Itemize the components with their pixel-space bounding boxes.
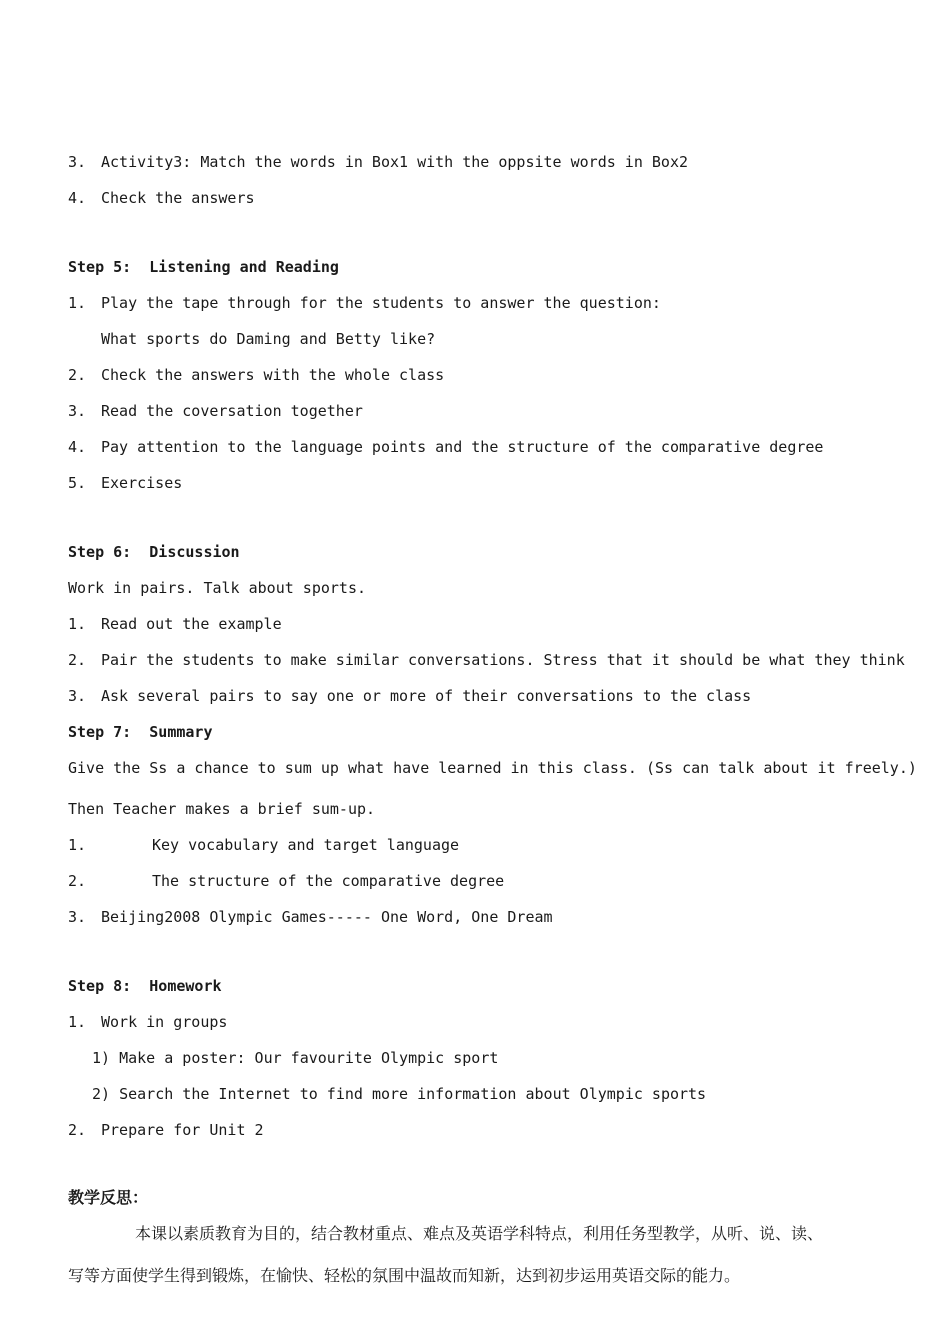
reflection-line-1: 本课以素质教育为目的，结合教材重点、难点及英语学科特点，利用任务型教学，从听、说、读、 (135, 1224, 824, 1243)
reflection-title: 教学反思： (68, 1188, 149, 1207)
step8-heading: Step 8: Homework (68, 977, 222, 995)
item-text: Check the answers (101, 189, 255, 207)
item-text: Ask several pairs to say one or more of their conversations to the class (101, 687, 752, 705)
item-number: 1. (68, 836, 87, 854)
item-text: Pair the students to make similar conversations. Stress that it should be what they think (101, 651, 905, 669)
step5-item-1 (68, 293, 661, 313)
item-text: The structure of the comparative degree (152, 872, 505, 890)
item-number: 2. (68, 651, 87, 669)
step8-sub-2: 2) Search the Internet to find more information about Olympic sports (92, 1085, 707, 1103)
step6-item-1 (68, 614, 282, 634)
item-text: Activity3: Match the words in Box1 with the oppsite words in Box2 (101, 153, 688, 171)
step5-item-4 (68, 437, 823, 457)
item-number: 1. (68, 294, 87, 312)
item-text: Prepare for Unit 2 (101, 1121, 264, 1139)
item-text: Read out the example (101, 615, 282, 633)
step5-item-2 (68, 365, 444, 385)
step7-line-1: Give the Ss a chance to sum up what have learned in this class. (Ss can talk about it freely.) (68, 759, 917, 777)
item-number: 3. (68, 153, 87, 171)
step7-item-1 (68, 835, 459, 855)
item-number: 5. (68, 474, 87, 492)
step6-intro: Work in pairs. Talk about sports. (68, 579, 367, 597)
item-text: Pay attention to the language points and the structure of the comparative degree (101, 438, 824, 456)
step6-heading: Step 6: Discussion (68, 543, 240, 561)
item-number: 2. (68, 366, 87, 384)
step5-question: What sports do Daming and Betty like? (101, 330, 436, 348)
item-number: 3. (68, 908, 87, 926)
item-text: Exercises (101, 474, 183, 492)
activity-item-4 (68, 188, 255, 208)
item-text: Work in groups (101, 1013, 228, 1031)
item-number: 2. (68, 1121, 87, 1139)
item-number: 4. (68, 438, 87, 456)
item-number: 3. (68, 402, 87, 420)
item-text: Check the answers with the whole class (101, 366, 445, 384)
step7-item-2 (68, 871, 504, 891)
item-number: 1. (68, 615, 87, 633)
step5-item-5 (68, 473, 182, 493)
item-text: Beijing2008 Olympic Games----- One Word, One Dream (101, 908, 553, 926)
step5-item-3 (68, 401, 363, 421)
step6-item-3 (68, 686, 751, 706)
step6-item-2 (68, 650, 905, 670)
step7-heading: Step 7: Summary (68, 723, 213, 741)
step7-line-2: Then Teacher makes a brief sum-up. (68, 800, 376, 818)
item-text: Read the coversation together (101, 402, 363, 420)
step7-item-3 (68, 907, 553, 927)
item-number: 4. (68, 189, 87, 207)
activity-item-3 (68, 152, 688, 172)
item-text: Play the tape through for the students to answer the question: (101, 294, 661, 312)
step8-item-2 (68, 1120, 264, 1140)
item-number: 3. (68, 687, 87, 705)
item-text: Key vocabulary and target language (152, 836, 460, 854)
step8-item-1 (68, 1012, 227, 1032)
reflection-line-2: 写等方面使学生得到锻炼，在愉快、轻松的氛围中温故而知新，达到初步运用英语交际的能力。 (68, 1266, 741, 1285)
step8-sub-1: 1) Make a poster: Our favourite Olympic sport (92, 1049, 499, 1067)
item-number: 2. (68, 872, 87, 890)
step5-heading: Step 5: Listening and Reading (68, 258, 339, 276)
item-number: 1. (68, 1013, 87, 1031)
